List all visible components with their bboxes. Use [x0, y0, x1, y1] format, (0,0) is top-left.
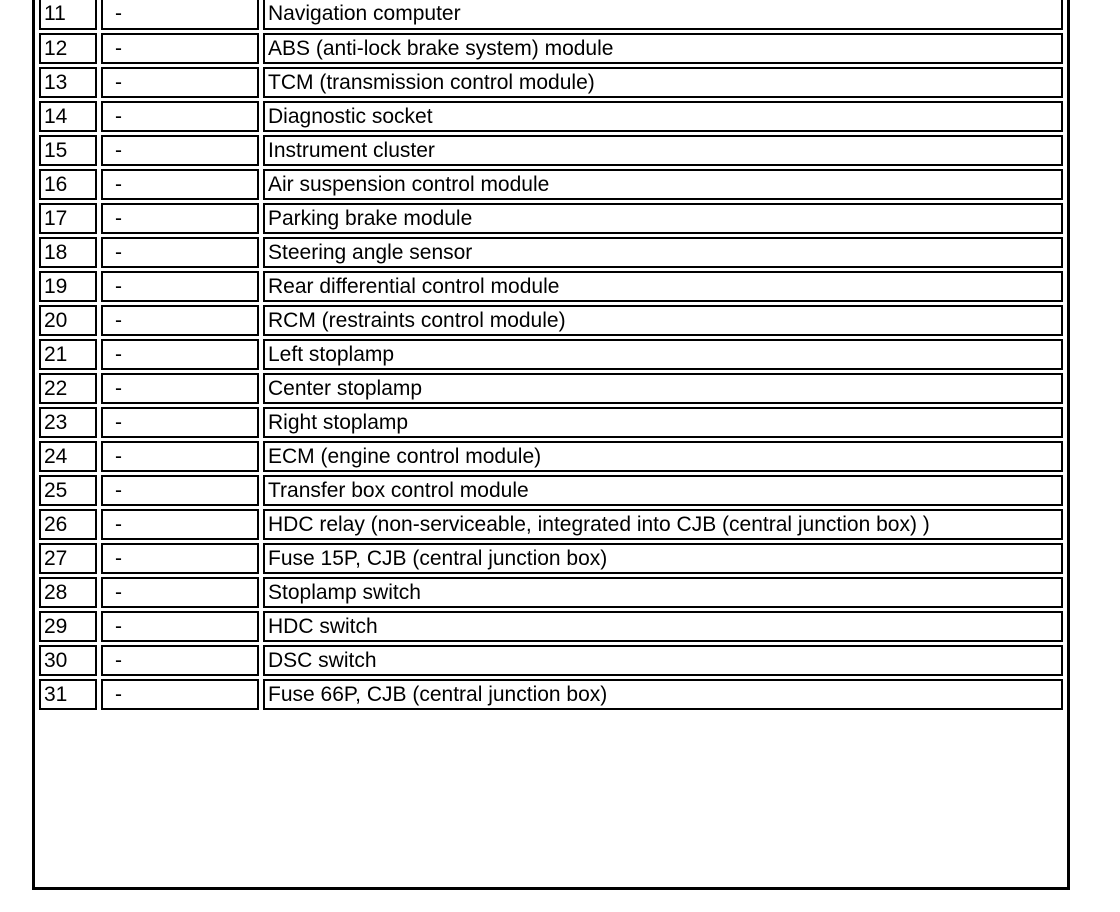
row-description: Parking brake module [263, 203, 1063, 234]
table-row [39, 33, 1063, 64]
row-description: RCM (restraints control module) [263, 305, 1063, 336]
row-number: 31 [39, 679, 97, 710]
legend-table [35, 0, 1067, 713]
row-number: 11 [39, 0, 97, 30]
row-separator: - [101, 33, 259, 64]
row-number: 16 [39, 169, 97, 200]
row-separator: - [101, 271, 259, 302]
row-description: HDC relay (non-serviceable, integrated into CJB (central junction box) ) [263, 509, 1063, 540]
row-number: 29 [39, 611, 97, 642]
row-description: ECM (engine control module) [263, 441, 1063, 472]
table-row [39, 475, 1063, 506]
table-row [39, 645, 1063, 676]
row-separator: - [101, 509, 259, 540]
row-number: 21 [39, 339, 97, 370]
row-number: 23 [39, 407, 97, 438]
row-description: Fuse 15P, CJB (central junction box) [263, 543, 1063, 574]
table-row [39, 101, 1063, 132]
table-row [39, 339, 1063, 370]
table-row [39, 441, 1063, 472]
row-separator: - [101, 543, 259, 574]
row-description: Center stoplamp [263, 373, 1063, 404]
row-number: 17 [39, 203, 97, 234]
row-separator: - [101, 135, 259, 166]
table-row [39, 305, 1063, 336]
row-separator: - [101, 679, 259, 710]
row-number: 20 [39, 305, 97, 336]
row-separator: - [101, 339, 259, 370]
row-number: 14 [39, 101, 97, 132]
row-separator: - [101, 645, 259, 676]
row-description: DSC switch [263, 645, 1063, 676]
row-separator: - [101, 0, 259, 30]
row-number: 22 [39, 373, 97, 404]
row-separator: - [101, 441, 259, 472]
row-description: Transfer box control module [263, 475, 1063, 506]
row-separator: - [101, 169, 259, 200]
row-number: 25 [39, 475, 97, 506]
table-row [39, 577, 1063, 608]
row-description: Navigation computer [263, 0, 1063, 30]
row-number: 19 [39, 271, 97, 302]
row-description: TCM (transmission control module) [263, 67, 1063, 98]
row-description: Air suspension control module [263, 169, 1063, 200]
row-number: 13 [39, 67, 97, 98]
table-row [39, 0, 1063, 30]
row-number: 24 [39, 441, 97, 472]
row-separator: - [101, 577, 259, 608]
row-separator: - [101, 611, 259, 642]
table-row [39, 67, 1063, 98]
row-number: 26 [39, 509, 97, 540]
table-row [39, 373, 1063, 404]
row-separator: - [101, 475, 259, 506]
table-row [39, 169, 1063, 200]
row-separator: - [101, 203, 259, 234]
row-description: Instrument cluster [263, 135, 1063, 166]
legend-table-body [39, 0, 1063, 710]
row-number: 28 [39, 577, 97, 608]
row-separator: - [101, 237, 259, 268]
table-row [39, 407, 1063, 438]
table-row [39, 509, 1063, 540]
row-separator: - [101, 373, 259, 404]
row-description: Diagnostic socket [263, 101, 1063, 132]
row-separator: - [101, 67, 259, 98]
row-description: Left stoplamp [263, 339, 1063, 370]
row-number: 27 [39, 543, 97, 574]
table-row [39, 679, 1063, 710]
table-row [39, 611, 1063, 642]
row-description: Stoplamp switch [263, 577, 1063, 608]
row-number: 30 [39, 645, 97, 676]
row-description: HDC switch [263, 611, 1063, 642]
table-row [39, 271, 1063, 302]
row-separator: - [101, 101, 259, 132]
row-number: 15 [39, 135, 97, 166]
row-description: ABS (anti-lock brake system) module [263, 33, 1063, 64]
table-row [39, 237, 1063, 268]
row-number: 12 [39, 33, 97, 64]
row-separator: - [101, 407, 259, 438]
row-description: Steering angle sensor [263, 237, 1063, 268]
row-description: Rear differential control module [263, 271, 1063, 302]
row-number: 18 [39, 237, 97, 268]
component-legend-table [32, 0, 1070, 890]
table-row [39, 135, 1063, 166]
row-separator: - [101, 305, 259, 336]
table-row [39, 543, 1063, 574]
table-row [39, 203, 1063, 234]
row-description: Right stoplamp [263, 407, 1063, 438]
row-description: Fuse 66P, CJB (central junction box) [263, 679, 1063, 710]
